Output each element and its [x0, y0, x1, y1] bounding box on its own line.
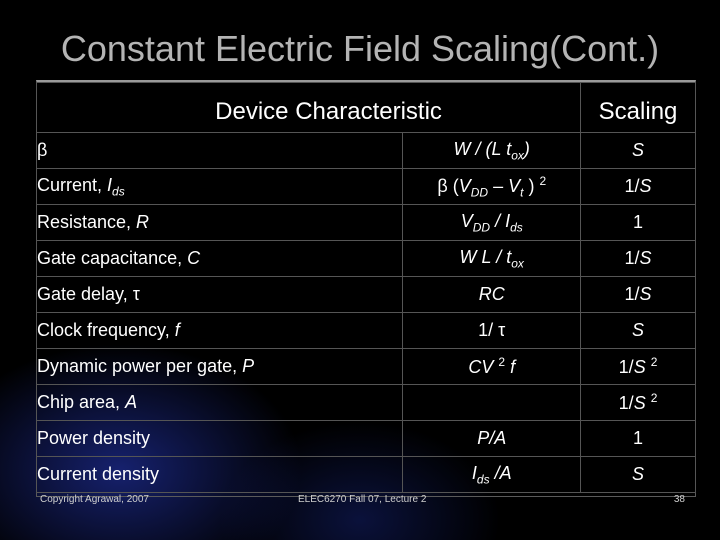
characteristic-cell: Resistance, R [37, 205, 403, 241]
scaling-cell: 1/S $^2$ [581, 349, 696, 385]
scaling-cell: S [581, 313, 696, 349]
formula-cell: $I_{ds}$ /A [403, 457, 581, 493]
scaling-cell: 1 [581, 205, 696, 241]
scaling-cell: 1/S [581, 169, 696, 205]
table-header-row [37, 83, 696, 133]
scaling-cell: 1/S [581, 241, 696, 277]
scaling-cell: 1/S [581, 277, 696, 313]
characteristic-cell: Chip area, A [37, 385, 403, 421]
formula-cell: β ($V_{DD} - V_t$ ) $^2$ [403, 169, 581, 205]
characteristic-cell: Dynamic power per gate, P [37, 349, 403, 385]
table-row [37, 385, 696, 421]
characteristic-cell: Current, $I_{ds}$ [37, 169, 403, 205]
characteristic-cell: Gate delay, τ [37, 277, 403, 313]
formula-cell: $V_{DD} / I_{ds}$ [403, 205, 581, 241]
table-row [37, 421, 696, 457]
formula-cell: W / (L $t_{ox}$) [403, 133, 581, 169]
characteristic-cell: Power density [37, 421, 403, 457]
table-row [37, 349, 696, 385]
formula-cell: P/A [403, 421, 581, 457]
formula-cell: 1/ τ [403, 313, 581, 349]
table-row [37, 277, 696, 313]
scaling-cell: S [581, 457, 696, 493]
characteristic-cell: Gate capacitance, C [37, 241, 403, 277]
header-device-characteristic: Device Characteristic [37, 83, 581, 133]
scaling-table [36, 82, 696, 493]
table-row [37, 133, 696, 169]
footer-copyright: Copyright Agrawal, 2007 [40, 494, 149, 505]
header-scaling: Scaling [581, 83, 696, 133]
table-row [37, 241, 696, 277]
formula-cell: W L / $t_{ox}$ [403, 241, 581, 277]
footer-page-number: 38 [673, 494, 685, 505]
formula-cell [403, 385, 581, 421]
scaling-cell: S [581, 133, 696, 169]
characteristic-cell: Clock frequency, f [37, 313, 403, 349]
table-row [37, 313, 696, 349]
formula-cell: RC [403, 277, 581, 313]
table-row [37, 457, 696, 493]
scaling-cell: 1 [581, 421, 696, 457]
scaling-cell: 1/S $^2$ [581, 385, 696, 421]
table-row [37, 169, 696, 205]
characteristic-cell: Current density [37, 457, 403, 493]
footer-course: ELEC6270 Fall 07, Lecture 2 [298, 494, 427, 505]
formula-cell: CV $^2$ f [403, 349, 581, 385]
table-row [37, 205, 696, 241]
characteristic-cell: β [37, 133, 403, 169]
slide-title: Constant Electric Field Scaling(Cont.) [60, 28, 660, 69]
